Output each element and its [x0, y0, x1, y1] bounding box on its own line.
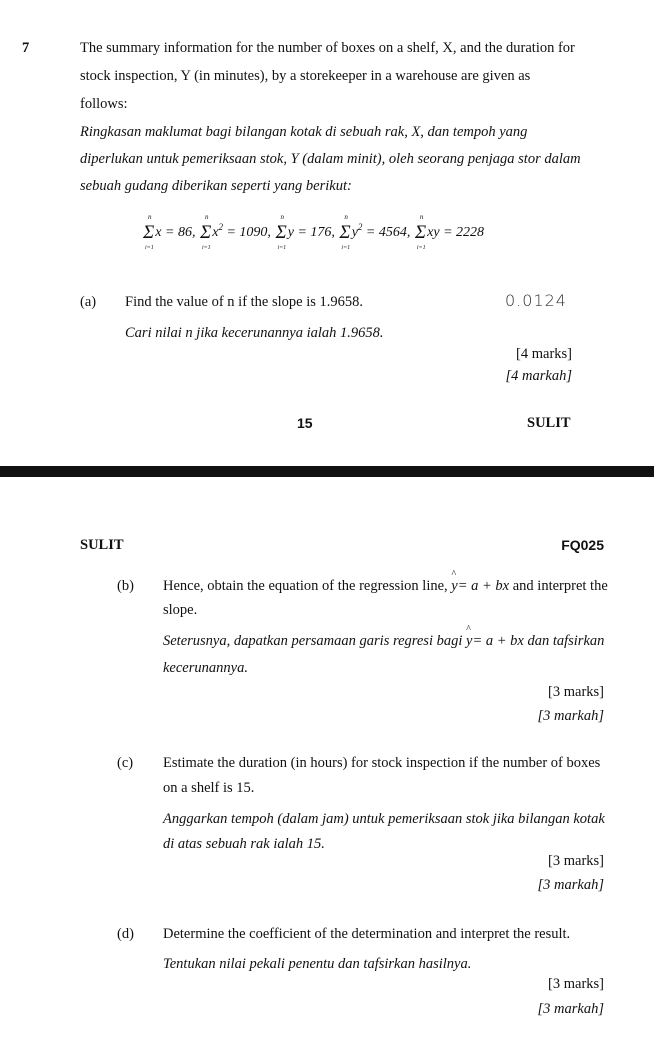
part-b-marks-en: [3 marks] [548, 684, 604, 700]
part-a-label: (a) [80, 294, 97, 310]
intro-en-line-2: stock inspection, Y (in minutes), by a storekeeper in a warehouse are given as [80, 68, 531, 84]
sigma-lower: i=1 [341, 245, 351, 252]
part-a-marks-ms: [4 markah] [505, 368, 572, 384]
part-b-ms-text-c: dan tafsirkan [527, 633, 605, 649]
y-hat-symbol: ^ y [451, 578, 457, 595]
part-b-ms-text-a: Seterusnya, dapatkan persamaan garis regresi bagi [163, 633, 463, 649]
header-sulit: SULIT [80, 537, 124, 553]
part-c-label: (c) [117, 755, 134, 771]
sigma-upper: n [204, 213, 209, 222]
part-a-handwritten-answer: 0.0124 [505, 291, 567, 310]
page-number: 15 [297, 415, 313, 431]
sigma-upper: n [148, 213, 152, 222]
part-b-text-en-line-1 [163, 578, 608, 595]
sum-y-value: y = 176, [287, 225, 335, 240]
part-b-marks-ms: [3 markah] [537, 708, 604, 724]
footer-sulit: SULIT [527, 415, 571, 431]
sigma-xy: Σ n i=1 [414, 213, 427, 252]
sigma-upper: n [344, 213, 348, 222]
part-b-ms-equation: = a + bx [472, 633, 524, 649]
page-divider [0, 466, 654, 477]
sigma-lower: i=1 [145, 245, 154, 252]
part-d-marks-ms: [3 markah] [537, 1001, 604, 1017]
part-b-en-text-a: Hence, obtain the equation of the regression line, [163, 578, 448, 594]
y-hat-symbol-ms: ^ y [466, 633, 472, 650]
part-d-text-en: Determine the coefficient of the determination and interpret the result. [163, 926, 571, 942]
intro-ms-line-1: Ringkasan maklumat bagi bilangan kotak di sebuah rak, X, dan tempoh yang [80, 124, 528, 140]
sigma-x: Σ n i=1 [143, 213, 155, 252]
part-a-marks-en: [4 marks] [516, 346, 572, 362]
part-c-text-ms-line-2: di atas sebuah rak ialah 15. [163, 836, 325, 852]
part-d-text-ms: Tentukan nilai pekali penentu dan tafsirkan hasilnya. [163, 956, 472, 972]
paper-code: FQ025 [561, 537, 604, 553]
part-d-marks-en: [3 marks] [548, 976, 604, 992]
sum-x-value: x = 86, [155, 225, 196, 240]
part-a-text-ms: Cari nilai n jika kecerunannya ialah 1.9658. [125, 325, 384, 341]
part-b-text-ms-line-1 [163, 633, 604, 650]
intro-en-line-3: follows: [80, 96, 128, 112]
question-number: 7 [22, 40, 30, 56]
intro-ms-line-2: diperlukan untuk pemeriksaan stok, Y (dalam minit), oleh seorang penjaga stor dalam [80, 151, 581, 167]
sigma-upper: n [419, 213, 424, 222]
part-a-text-en: Find the value of n if the slope is 1.9658. [125, 294, 364, 310]
part-b-en-text-c: and interpret the [512, 578, 608, 594]
sigma-lower: i=1 [201, 245, 211, 252]
sum-y2-value: = 4564, [362, 225, 411, 240]
part-b-text-ms-line-2: kecerunannya. [163, 660, 248, 676]
part-c-marks-ms: [3 markah] [537, 877, 604, 893]
part-b-text-en-line-2: slope. [163, 602, 198, 618]
part-c-text-ms-line-1: Anggarkan tempoh (dalam jam) untuk pemeriksaan stok jika bilangan kotak [163, 811, 605, 827]
sum-x2-value: = 1090, [222, 225, 271, 240]
sum-x2-power: 2 [218, 222, 223, 232]
sigma-upper: n [280, 213, 284, 222]
sigma-lower: i=1 [277, 245, 287, 252]
part-c-text-en-line-1: Estimate the duration (in hours) for stock inspection if the number of boxes [163, 755, 601, 771]
intro-ms-line-3: sebuah gudang diberikan seperti yang berikut: [80, 178, 352, 194]
sum-y2-power: 2 [357, 222, 363, 232]
part-b-label: (b) [117, 578, 134, 594]
part-d-label: (d) [117, 926, 134, 942]
intro-en-line-1: The summary information for the number of boxes on a shelf, X, and the duration for [80, 40, 575, 56]
sum-y2-var: y [351, 225, 358, 240]
sigma-x2: Σ n i=1 [199, 213, 212, 252]
sum-x2-var: x [212, 225, 219, 240]
part-b-en-equation: = a + bx [457, 578, 510, 594]
sum-xy-value: xy = 2228 [427, 225, 485, 240]
part-c-text-en-line-2: on a shelf is 15. [163, 780, 255, 796]
sigma-lower: i=1 [416, 245, 426, 252]
summation-formula [142, 213, 485, 252]
part-c-marks-en: [3 marks] [548, 853, 604, 869]
sigma-y: Σ n i=1 [275, 213, 287, 252]
sigma-y2: Σ n i=1 [339, 213, 351, 252]
